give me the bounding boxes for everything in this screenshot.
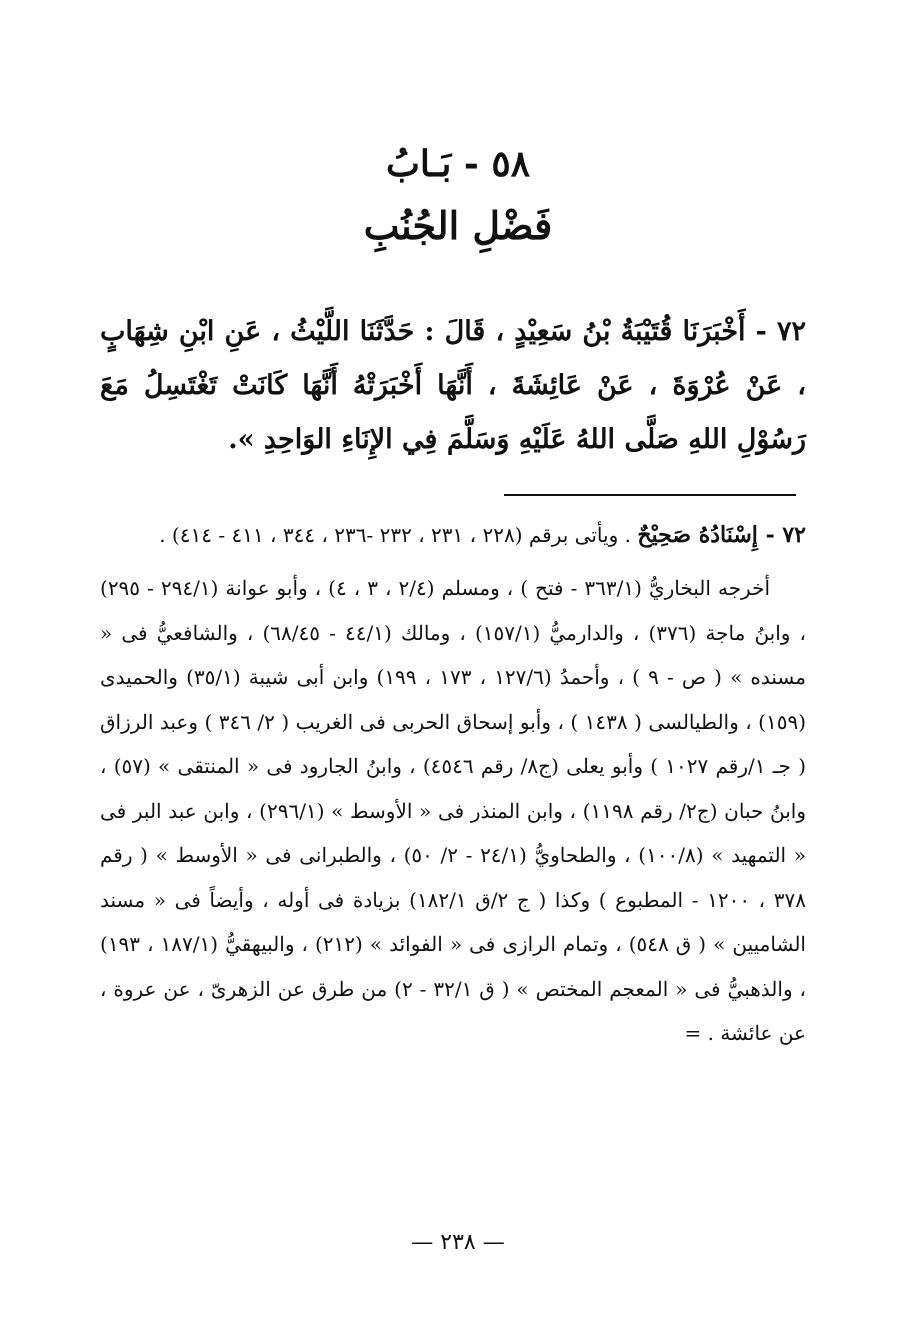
footnote-lead: ٧٢ - إِسْنَادُهُ صَحِيْحٌ	[637, 522, 806, 548]
footnote-takhrij: أخرجه البخاريُّ (٣٦٣/١ - فتح ) ، ومسلم (٢/٤ ، ٣ ، ٤) ، وأبو عوانة (٢٩٤/١ - ٢٩٥) ، وابنُ ماجة (٣٧٦) ، والدارميُّ (١٥٧/١) ، ومالك (٤٤/١ - ٦٨/٤٥) ، والشافعيُّ فى « مسنده » ( ص - ٩ ) ، وأحمدُ (١٢٧/٦ ، ١٧٣ ، ١٩٩) وابن أبى شيبة (٣٥/١) والحميدى (١٥٩) ، والطيالسى ( ١٤٣٨ ) ، وأبو إسحاق الحربى فى الغريب ( ٢/ ٣٤٦ ) وعبد الرزاق ( جـ ١/رقم ١٠٢٧ ) وأبو يعلى (ج٨/ رقم ٤٥٤٦) ، وابنُ الجارود فى « المنتقى » (٥٧) ، وابنُ حبان (ج٢/ رقم ١١٩٨) ، وابن المنذر فى « الأوسط » (٢٩٦/١) ، وابن عبد البر فى « التمهيد » (١٠٠/٨) ، والطحاويُّ (٢٤/١ - ٢/ ٥٠) ، والطبرانى فى « الأوسط » ( رقم ٣٧٨ ، ١٢٠٠ - المطبوع ) وكذا ( ج ٢/ق ١٨٢/١) بزيادة فى أوله ، وأيضاً فى « مسند الشاميين » ( ق ٥٤٨) ، وتمام الرازى فى « الفوائد » (٢١٢) ، والبيهقيُّ (١٨٧/١ ، ١٩٣) ، والذهبيُّ فى « المعجم المختص » ( ق ٣٢/١ - ٢) من طرق عن الزهرىّ ، عن عروة ، عن عائشة . =	[100, 576, 807, 1045]
footnotes	[100, 512, 806, 1056]
footnote-crossref: . ويأتى برقم (٢٢٨ ، ٢٣١ ، ٢٣٢ -٢٣٦ ، ٣٤٤ ، ٤١١ - ٤١٤) .	[159, 523, 638, 547]
footnote-divider	[504, 494, 796, 496]
footnote-grading	[100, 512, 806, 558]
page-number: — ٢٣٨ —	[411, 1230, 505, 1255]
chapter-title: فَضْلِ الجُنُبِ	[363, 203, 553, 248]
chapter-heading: ٥٨ - بَـابُ	[385, 143, 531, 185]
hadith-text: ٧٢ - أَخْبَرَنَا قُتَيْبَةُ بْنُ سَعِيْدٍ ، قَالَ : حَدَّثَنَا اللَّيْثُ ، عَنِ ابْنِ شِهَابٍ ، عَنْ عُرْوَةَ ، عَنْ عَائِشَةَ ، أَنَّهَا أَخْبَرَتْهُ أَنَّهَا كَانَتْ تَغْتَسِلُ مَعَ رَسُوْلِ اللهِ صَلَّى اللهُ عَلَيْهِ وَسَلَّمَ فِي الإِنَاءِ الوَاحِدِ ».	[100, 316, 806, 455]
